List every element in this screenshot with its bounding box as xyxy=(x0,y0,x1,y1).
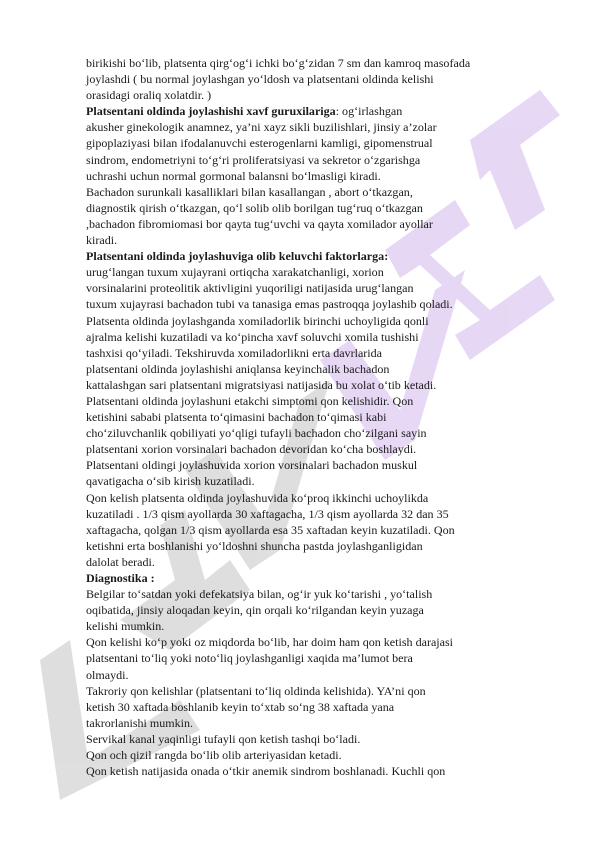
text-line: joylashdi ( bu normal joylashgan yo‘ldosh va platsentani oldinda kelishi xyxy=(86,72,434,87)
text-line: uchrashi uchun normal gormonal balansni bo‘lmasligi kiradi. xyxy=(86,168,381,183)
text-line: orasidagi oraliq xolatdir. ) xyxy=(86,88,212,103)
text-line: akusher ginekologik anamnez, ya’ni xayz sikli buzilishlari, jinsiy a’zolar xyxy=(86,120,437,135)
text-line: vorsinalarini proteolitik aktivligini yuqoriligi natijasida urug‘langan xyxy=(86,281,414,296)
text-line: ketish 30 xaftada boshlanib keyin to‘xtab so‘ng 38 xaftada yana xyxy=(86,699,395,714)
text-line: Platsentani oldinda joylashuviga olib keluvchi faktorlarga: xyxy=(86,249,389,264)
text-line: Servikal kanal yaqinligi tufayli qon ketish tashqi bo‘ladi. xyxy=(86,731,361,746)
text-line: tuxum xujayrasi bachadon tubi va tanasiga emas pastroqqa joylashib qoladi. xyxy=(86,297,453,312)
text-line: ketishni erta boshlanishi yo‘ldoshni shuncha pastda joylashganligidan xyxy=(86,538,423,553)
bold-segment: Platsentani oldinda joylashishi xavf guruxilariga xyxy=(86,104,336,119)
text-line: Takroriy qon kelishlar (platsentani to‘liq oldinda kelishida). YA’ni qon xyxy=(86,683,426,698)
text-line: Qon kelish platsenta oldinda joylashuvida ko‘proq ikkinchi uchoylikda xyxy=(86,490,429,505)
text-line: cho‘ziluvchanlik qobiliyati yo‘qligi tufayli bachadon cho‘zilgani sayin xyxy=(86,426,427,441)
text-line: Qon och qizil rangda bo‘lib olib arteriyasidan ketadi. xyxy=(86,748,342,763)
text-line: Platsenta oldinda joylashganda xomiladorlik birinchi uchoyligida qonli xyxy=(86,313,429,328)
text-line xyxy=(86,103,546,119)
text-line: diagnostik qirish o‘tkazgan, qo‘l solib olib borilgan tug‘ruq o‘tkazgan xyxy=(86,200,423,215)
text-line: olmaydi. xyxy=(86,667,129,682)
text-segment: : og‘irlashgan xyxy=(335,104,403,119)
text-line: kuzatiladi . 1/3 qism ayollarda 30 xaftagacha, 1/3 qism ayollarda 32 dan 35 xyxy=(86,506,449,521)
text-line: platsentani xorion vorsinalari bachadon devoridan ko‘cha boshlaydi. xyxy=(86,442,417,457)
text-line: oqibatida, jinsiy aloqadan keyin, qin orqali ko‘rilgandan keyin yuzaga xyxy=(86,603,424,618)
text-line: ketishini sababi platsenta to‘qimasini bachadon to‘qimasi kabi xyxy=(86,410,387,425)
text-line: Diagnostika : xyxy=(86,571,155,585)
text-line: Platsentani oldingi joylashuvida xorion vorsinalari bachadon muskul xyxy=(86,458,418,473)
text-line: Qon kelishi ko‘p yoki oz miqdorda bo‘lib, har doim ham qon ketish darajasi xyxy=(86,635,454,650)
text-line: tashxisi qo‘yiladi. Tekshiruvda xomiladorlikni erta davrlarida xyxy=(86,345,383,360)
text-line: birikishi bo‘lib, platsenta qirg‘og‘i ichki bo‘g‘zidan 7 sm dan kamroq masofada xyxy=(86,56,471,70)
text-line: ,bachadon fibromiomasi bor qayta tug‘uvchi va qayta xomilador ayollar xyxy=(86,216,433,231)
text-line: Platsentani oldinda joylashuni etakchi simptomi qon kelishidir. Qon xyxy=(86,393,414,408)
text-line: dalolat beradi. xyxy=(86,554,155,569)
text-line: kattalashgan sari platsentani migratsiyasi natijasida bu xolat o‘tib ketadi. xyxy=(86,377,437,392)
text-line: kelishi mumkin. xyxy=(86,619,165,634)
text-line: platsentani to‘liq yoki noto‘liq joylashganligi xaqida ma’lumot bera xyxy=(86,651,413,666)
text-line: Qon ketish natijasida onada o‘tkir anemik sindrom boshlanadi. Kuchli qon xyxy=(86,764,446,779)
text-line: urug‘langan tuxum xujayrani ortiqcha xarakatchanligi, xorion xyxy=(86,265,384,280)
text-line: ajralma kelishi kuzatiladi va ko‘pincha xavf soluvchi xomila tushishi xyxy=(86,329,419,344)
text-line: Bachadon surunkali kasalliklari bilan kasallangan , abort o‘tkazgan, xyxy=(86,184,413,199)
document-body xyxy=(86,55,546,779)
text-line: Belgilar to‘satdan yoki defekatsiya bilan, og‘ir yuk ko‘tarishi , yo‘talish xyxy=(86,587,433,602)
text-line: xaftagacha, qolgan 1/3 qism ayollarda esa 35 xaftadan keyin kuzatiladi. Qon xyxy=(86,522,455,537)
text-line: qavatigacha o‘sib kirish kuzatiladi. xyxy=(86,474,255,489)
text-line: sindrom, endometriyni to‘g‘ri proliferatsiyasi va sekretor o‘zgarishga xyxy=(86,152,421,167)
text-line: platsentani oldinda joylashishi aniqlansa keyinchalik bachadon xyxy=(86,361,390,376)
text-line: takrorlanishi mumkin. xyxy=(86,715,194,730)
text-line: kiradi. xyxy=(86,233,118,248)
text-line: gipoplaziyasi bilan ifodalanuvchi esterogenlarni kamligi, gipomenstrual xyxy=(86,136,433,151)
